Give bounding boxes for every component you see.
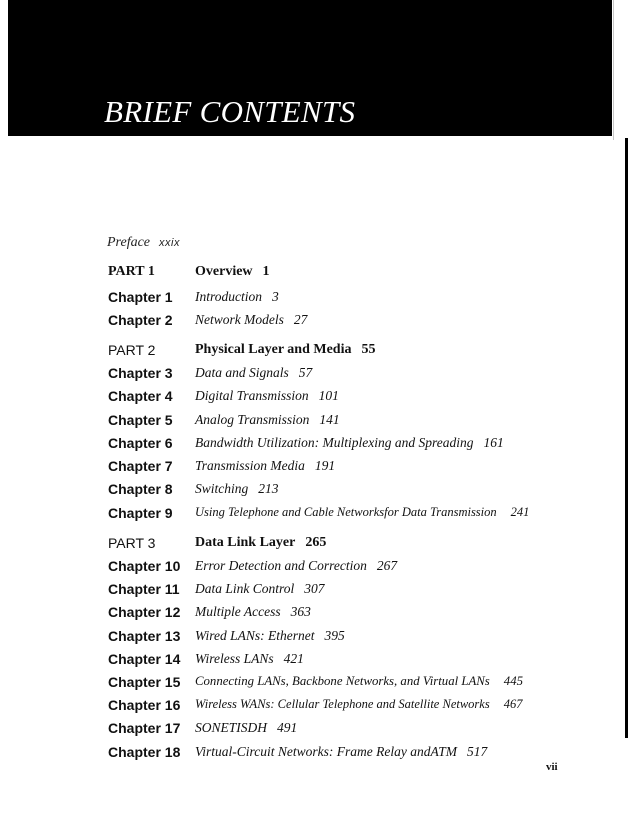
toc-chapter-row: [0, 581, 638, 601]
chapter-page: 191: [314, 458, 336, 473]
chapter-label: Chapter 3: [108, 365, 173, 381]
chapter-title-text: Multiple Access: [195, 604, 281, 619]
chapter-label: Chapter 2: [108, 312, 173, 328]
toc-chapter-row: [0, 435, 638, 455]
toc-chapter-row: [0, 365, 638, 385]
chapter-label: Chapter 9: [108, 505, 173, 521]
chapter-page: 213: [258, 481, 279, 496]
chapter-title: [195, 604, 311, 620]
page-title: BRIEF CONTENTS: [104, 94, 356, 129]
page-number: vii: [546, 761, 558, 773]
chapter-label: Chapter 1: [108, 289, 173, 305]
chapter-page: 27: [293, 312, 308, 327]
toc-chapter-row: [0, 388, 638, 408]
toc-chapter-row: [0, 505, 638, 525]
chapter-label: Chapter 10: [108, 558, 181, 574]
chapter-title-text: Analog Transmission: [195, 412, 310, 427]
preface-title: Preface: [107, 235, 151, 250]
chapter-page: 363: [290, 604, 311, 619]
toc-part-row: [0, 342, 638, 362]
chapter-page: 267: [376, 558, 398, 573]
part-label: PART 1: [108, 264, 155, 279]
chapter-title: [195, 744, 487, 760]
chapter-label: Chapter 4: [108, 388, 173, 404]
chapter-title-text: Wired LANs: Ethernet: [195, 628, 315, 643]
chapter-label: Chapter 17: [108, 720, 181, 736]
chapter-label: Chapter 8: [108, 481, 173, 497]
toc-chapter-row: [0, 674, 638, 694]
chapter-title: [195, 365, 312, 381]
chapter-label: Chapter 15: [108, 674, 181, 690]
part-title-text: Physical Layer and Media: [195, 342, 352, 357]
chapter-page: 421: [283, 651, 304, 666]
chapter-title: [195, 674, 523, 689]
toc-chapter-row: [0, 604, 638, 624]
chapter-page: 517: [466, 744, 488, 759]
chapter-page: 395: [324, 628, 345, 643]
chapter-page: 445: [503, 674, 523, 688]
chapter-label: Chapter 5: [108, 412, 173, 428]
chapter-page: 491: [277, 720, 298, 735]
toc-chapter-row: [0, 412, 638, 432]
chapter-title-text: Error Detection and Correction: [195, 558, 367, 573]
chapter-title-text: Using Telephone and Cable Networksfor Data Transmission: [195, 505, 497, 519]
part-title-text: Data Link Layer: [195, 535, 296, 550]
chapter-title: [195, 289, 279, 305]
part-page: 1: [262, 264, 270, 279]
chapter-title: [195, 581, 325, 597]
chapter-page: 3: [272, 289, 279, 304]
chapter-page: 307: [304, 581, 325, 596]
chapter-page: 57: [298, 365, 313, 380]
preface-entry: [107, 233, 180, 251]
chapter-title: [195, 505, 529, 520]
toc-chapter-row: [0, 458, 638, 478]
chapter-title-text: Transmission Media: [195, 458, 305, 473]
toc-chapter-row: [0, 628, 638, 648]
chapter-title: [195, 388, 339, 404]
chapter-title-text: Wireless LANs: [195, 651, 274, 666]
chapter-title-text: Data and Signals: [195, 365, 289, 380]
part-page: 265: [305, 535, 327, 550]
chapter-title: [195, 458, 335, 474]
chapter-title: [195, 558, 397, 574]
chapter-title-text: Switching: [195, 481, 249, 496]
chapter-title-text: Connecting LANs, Backbone Networks, and Virtual LANs: [195, 674, 490, 688]
chapter-label: Chapter 14: [108, 651, 181, 667]
chapter-title-text: Digital Transmission: [195, 388, 309, 403]
chapter-label: Chapter 7: [108, 458, 173, 474]
chapter-label: Chapter 11: [108, 581, 180, 597]
chapter-title-text: Data Link Control: [195, 581, 295, 596]
chapter-label: Chapter 18: [108, 744, 181, 760]
chapter-title-text: Virtual-Circuit Networks: Frame Relay andATM: [195, 744, 457, 759]
chapter-page: 467: [503, 697, 523, 711]
toc-chapter-row: [0, 651, 638, 671]
part-title: [195, 342, 375, 358]
part-title-text: Overview: [195, 264, 253, 279]
toc-chapter-row: [0, 481, 638, 501]
toc-chapter-row: [0, 744, 638, 764]
part-page: 55: [361, 342, 376, 357]
chapter-title-text: Network Models: [195, 312, 284, 327]
chapter-title: [195, 720, 297, 736]
preface-page: xxix: [159, 237, 180, 249]
toc-part-row: [0, 535, 638, 555]
chapter-label: Chapter 16: [108, 697, 181, 713]
chapter-title: [195, 435, 504, 451]
part-title: [195, 535, 326, 551]
chapter-title: [195, 697, 522, 712]
chapter-title: [195, 412, 340, 428]
header-banner: [8, 0, 612, 136]
toc-chapter-row: [0, 312, 638, 332]
part-title: [195, 264, 270, 280]
part-label: PART 3: [108, 535, 156, 551]
chapter-title: [195, 651, 304, 667]
toc-part-row: [0, 264, 638, 284]
chapter-title-text: Bandwidth Utilization: Multiplexing and Spreading: [195, 435, 474, 450]
chapter-title: [195, 481, 279, 497]
toc-chapter-row: [0, 697, 638, 717]
toc-chapter-row: [0, 720, 638, 740]
part-label: PART 2: [108, 342, 156, 358]
toc-chapter-row: [0, 289, 638, 309]
page-edge-line: [613, 0, 614, 140]
chapter-title-text: Wireless WANs: Cellular Telephone and Satellite Networks: [195, 697, 490, 711]
chapter-page: 241: [510, 505, 530, 519]
toc-chapter-row: [0, 558, 638, 578]
chapter-title-text: SONETISDH: [195, 720, 268, 735]
chapter-title: [195, 628, 345, 644]
chapter-label: Chapter 6: [108, 435, 173, 451]
chapter-page: 101: [318, 388, 339, 403]
chapter-label: Chapter 12: [108, 604, 181, 620]
chapter-title: [195, 312, 307, 328]
chapter-label: Chapter 13: [108, 628, 181, 644]
chapter-title-text: Introduction: [195, 289, 262, 304]
chapter-page: 141: [319, 412, 340, 427]
chapter-page: 161: [483, 435, 504, 450]
